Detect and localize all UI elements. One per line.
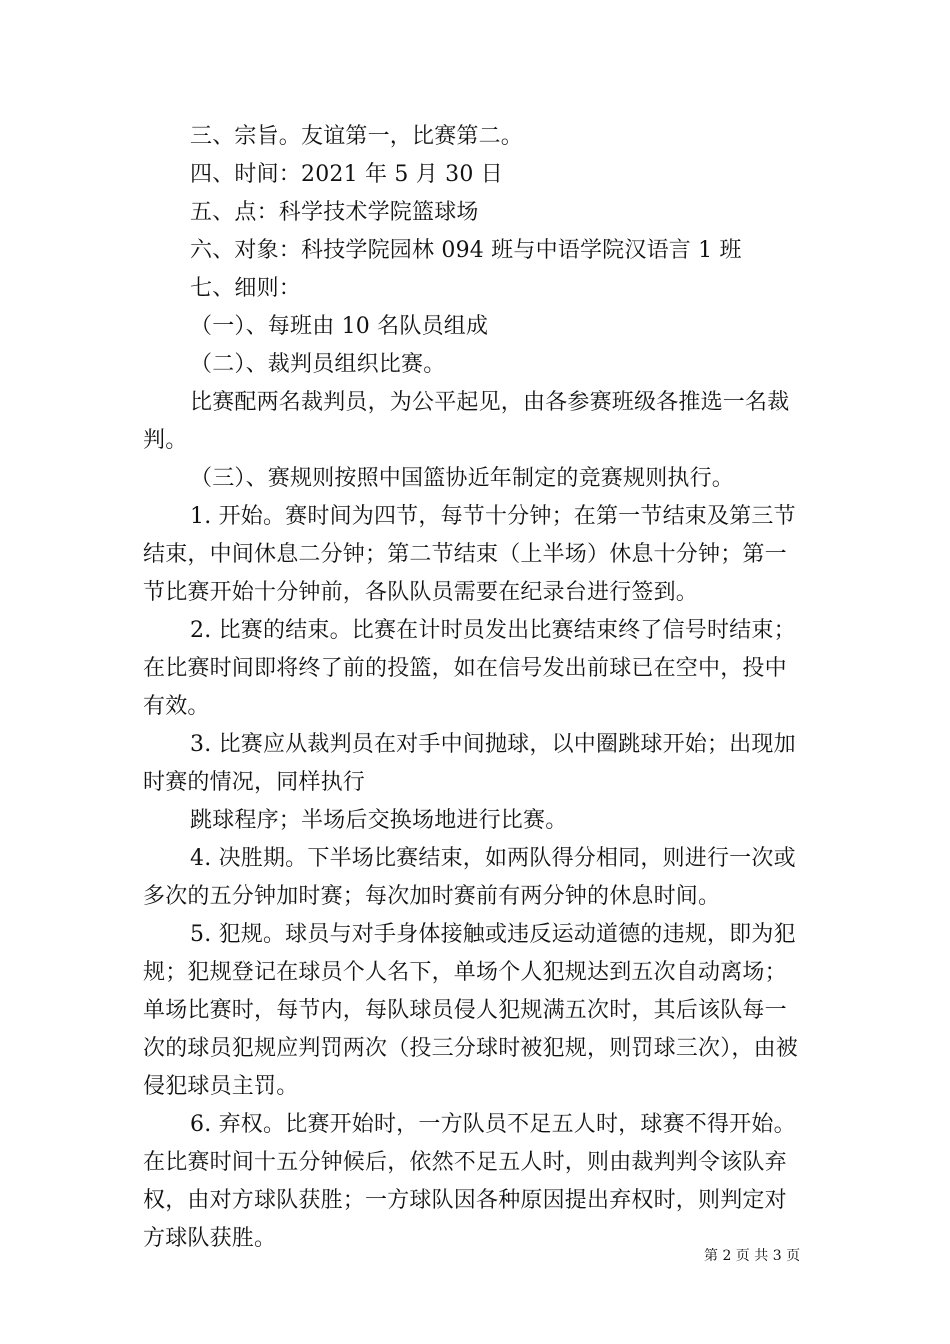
page-number: 第 2 页 共 3 页 [704,1248,801,1264]
rule-referee-heading: （二）、裁判员组织比赛。 [190,352,446,377]
rule-referee-detail: 比赛配两名裁判员，为公平起见，由各参赛班级各推选一名裁判。 [143,390,790,453]
rule-overtime: 4. 决胜期。下半场比赛结束，如两队得分相同，则进行一次或多次的五分钟加时赛；每次加时赛前有两分钟的休息时间。 [143,846,796,909]
rule-jump-ball-continued: 跳球程序；半场后交换场地进行比赛。 [190,808,568,833]
rule-end: 2. 比赛的结束。比赛在计时员发出比赛结束终了信号时结束；在比赛时间即将终了前的投篮，如在信号发出前球已在空中，投中有效。 [143,618,796,719]
rule-forfeit: 6. 弃权。比赛开始时，一方队员不足五人时，球赛不得开始。在比赛时间十五分钟候后，依然不足五人时，则由裁判判令该队弃权，由对方球队获胜；一方球队因各种原因提出弃权时，则判定对方球队获胜。 [143,1112,796,1251]
rule-jump-ball: 3. 比赛应从裁判员在对手中间抛球，以中圈跳球开始；出现加时赛的情况，同样执行 [143,732,796,795]
section-time: 四、时间：2021 年 5 月 30 日 [190,162,503,187]
section-rules-heading: 七、细则： [190,276,302,301]
section-purpose: 三、宗旨。友谊第一，比赛第二。 [190,124,524,149]
rule-standard-heading: （三）、赛规则按照中国篮协近年制定的竞赛规则执行。 [190,466,735,491]
rule-start: 1. 开始。赛时间为四节，每节十分钟；在第一节结束及第三节结束，中间休息二分钟；第二节结束（上半场）休息十分钟；第一节比赛开始十分钟前，各队队员需要在纪录台进行签到。 [143,504,796,605]
document-body [143,118,808,1258]
rule-team-size: （一）、每班由 10 名队员组成 [190,314,489,339]
section-location: 五、点：科学技术学院篮球场 [190,200,479,225]
section-participants: 六、对象：科技学院园林 094 班与中语学院汉语言 1 班 [190,238,742,263]
rule-fouls: 5. 犯规。球员与对手身体接触或违反运动道德的违规，即为犯规；犯规登记在球员个人名下，单场个人犯规达到五次自动离场；单场比赛时，每节内，每队球员侵人犯规满五次时，其后该队每一次的球员犯规应判罚两次（投三分球时被犯规，则罚球三次），由被侵犯球员主罚。 [143,922,799,1099]
